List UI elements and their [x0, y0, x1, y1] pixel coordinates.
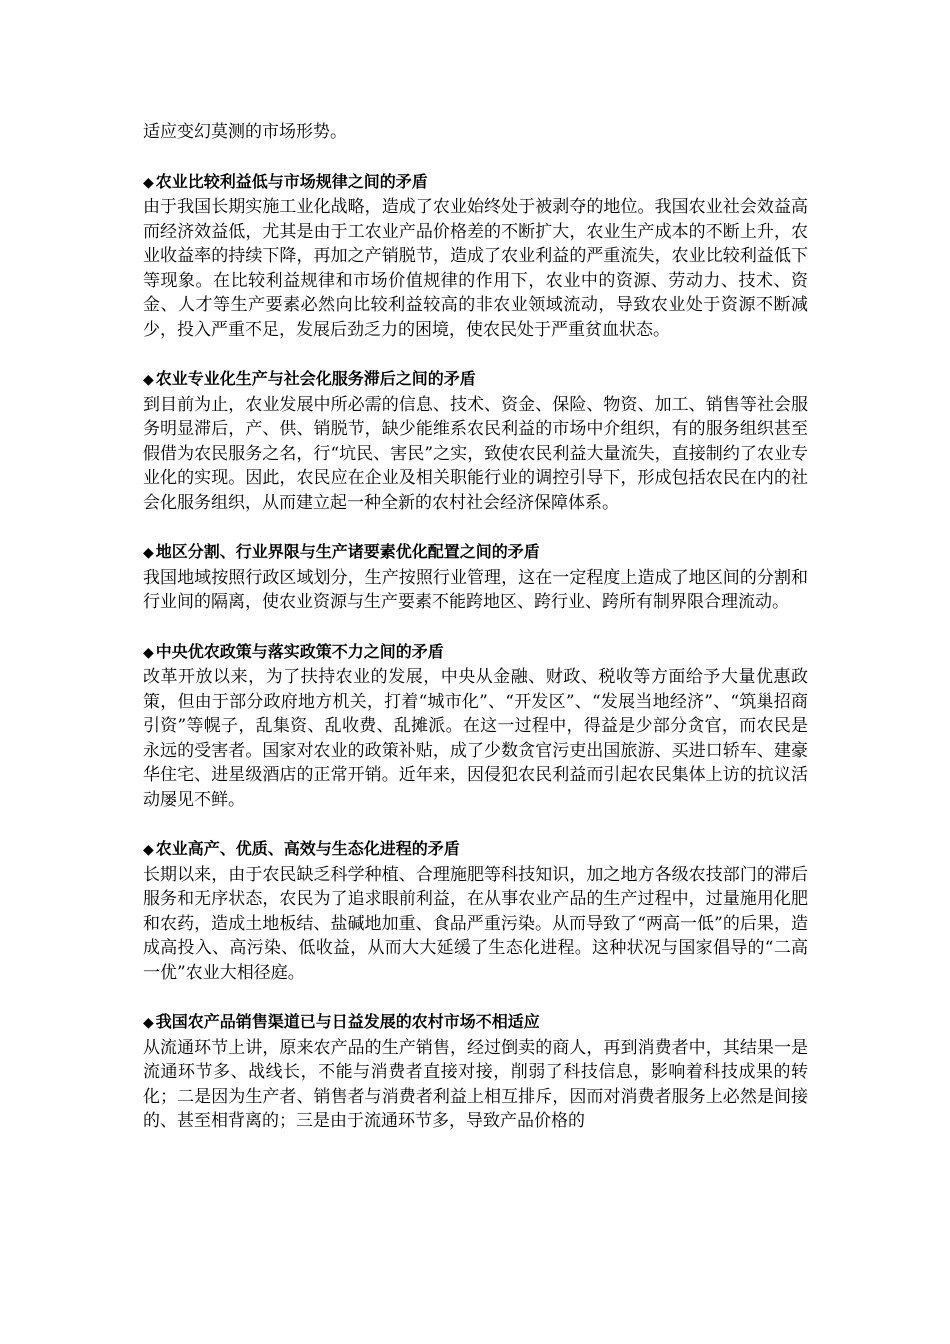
section-heading: [143, 837, 808, 863]
section-heading: [143, 640, 808, 666]
section-body: 到目前为止，农业发展中所必需的信息、技术、资金、保险、物资、加工、销售等社会服务明显滞后，产、供、销脱节，缺少能维系农民利益的市场中介组织，有的服务组织甚至假借为农民服务之名，行“坑民、害民”之实，致使农民利益大量流失，直接制约了农业专业化的实现。因此，农民应在企业及相关职能行业的调控引导下，形成包括农民在内的社会化服务组织，从而建立起一种全新的农村社会经济保障体系。: [143, 394, 808, 513]
section-heading-text: 中央优农政策与落实政策不力之间的矛盾: [155, 641, 444, 661]
section-body: 由于我国长期实施工业化战略，造成了农业始终处于被剥夺的地位。我国农业社会效益高而经济效益低，尤其是由于工农业产品价格差的不断扩大，农业生产成本的不断上升，农业收益率的持续下降，再加之产销脱节，造成了农业利益的严重流失，农业比较利益低下等现象。在比较利益规律和市场价值规律的作用下，农业中的资源、劳动力、技术、资金、人才等生产要素必然向比较利益较高的非农业领域流动，导致农业处于资源不断减少，投入严重不足，发展后劲乏力的困境，使农民处于严重贫血状态。: [143, 197, 808, 340]
section-comparative-benefit: [143, 170, 808, 343]
section-heading-text: 农业比较利益低与市场规律之间的矛盾: [155, 171, 428, 191]
section-heading: [143, 1010, 808, 1036]
diamond-bullet-icon: ◆: [143, 644, 154, 661]
section-heading-text: 农业专业化生产与社会化服务滞后之间的矛盾: [155, 369, 476, 388]
section-heading-text: 我国农产品销售渠道已与日益发展的农村市场不相适应: [155, 1012, 540, 1031]
section-policy-implementation: [143, 640, 808, 813]
section-body: 我国地域按照行政区域划分，生产按照行业管理，这在一定程度上造成了地区间的分割和行业间的隔离，使农业资源与生产要素不能跨地区、跨行业、跨所有制界限合理流动。: [143, 567, 808, 612]
section-heading-text: 农业高产、优质、高效与生态化进程的矛盾: [155, 839, 460, 858]
section-heading-text: 地区分割、行业界限与生产诸要素优化配置之间的矛盾: [155, 542, 540, 561]
section-body: 长期以来，由于农民缺乏科学种植、合理施肥等科技知识，加之地方各级农技部门的滞后服务和无序状态，农民为了追求眼前利益，在从事农业产品的生产过程中，过量施用化肥和农药，造成土地板结、盐碱地加重、食品严重污染。从而导致了“两高一低”的后果，造成高投入、高污染、低收益，从而大大延缓了生态化进程。这种状况与国家倡导的“二高一优”农业大相径庭。: [143, 864, 808, 983]
section-heading: [143, 540, 808, 566]
section-heading: [143, 367, 808, 393]
section-body: 改革开放以来，为了扶持农业的发展，中央从金融、财政、税收等方面给予大量优惠政策，但由于部分政府地方机关，打着“城市化”、“开发区”、“发展当地经济”、“筑巢招商引资”等幌子，乱集资、乱收费、乱摊派。在这一过程中，得益是少部分贪官，而农民是永远的受害者。国家对农业的政策补贴，成了少数贪官污吏出国旅游、买进口轿车、建豪华住宅、进星级酒店的正常开销。近年来，因侵犯农民利益而引起农民集体上访的抗议活动屡见不鲜。: [143, 667, 808, 810]
section-heading: [143, 170, 808, 196]
section-sales-channels: [143, 1010, 808, 1134]
diamond-bullet-icon: ◆: [143, 1015, 154, 1031]
section-regional-division: [143, 540, 808, 615]
intro-paragraph: 适应变幻莫测的市场形势。: [143, 122, 347, 142]
diamond-bullet-icon: ◆: [143, 174, 154, 191]
diamond-bullet-icon: ◆: [143, 372, 154, 388]
diamond-bullet-icon: ◆: [143, 545, 154, 561]
section-social-services: [143, 367, 808, 515]
section-ecological-progress: [143, 837, 808, 985]
section-body: 从流通环节上讲，原来农产品的生产销售，经过倒卖的商人，再到消费者中，其结果一是流通环节多、战线长，不能与消费者直接对接，削弱了科技信息，影响着科技成果的转化；二是因为生产者、销售者与消费者利益上相互排斥，因而对消费者服务上必然是间接的、甚至相背离的；三是由于流通环节多，导致产品价格的: [143, 1037, 808, 1131]
diamond-bullet-icon: ◆: [143, 842, 154, 858]
document-page: [143, 120, 808, 1134]
